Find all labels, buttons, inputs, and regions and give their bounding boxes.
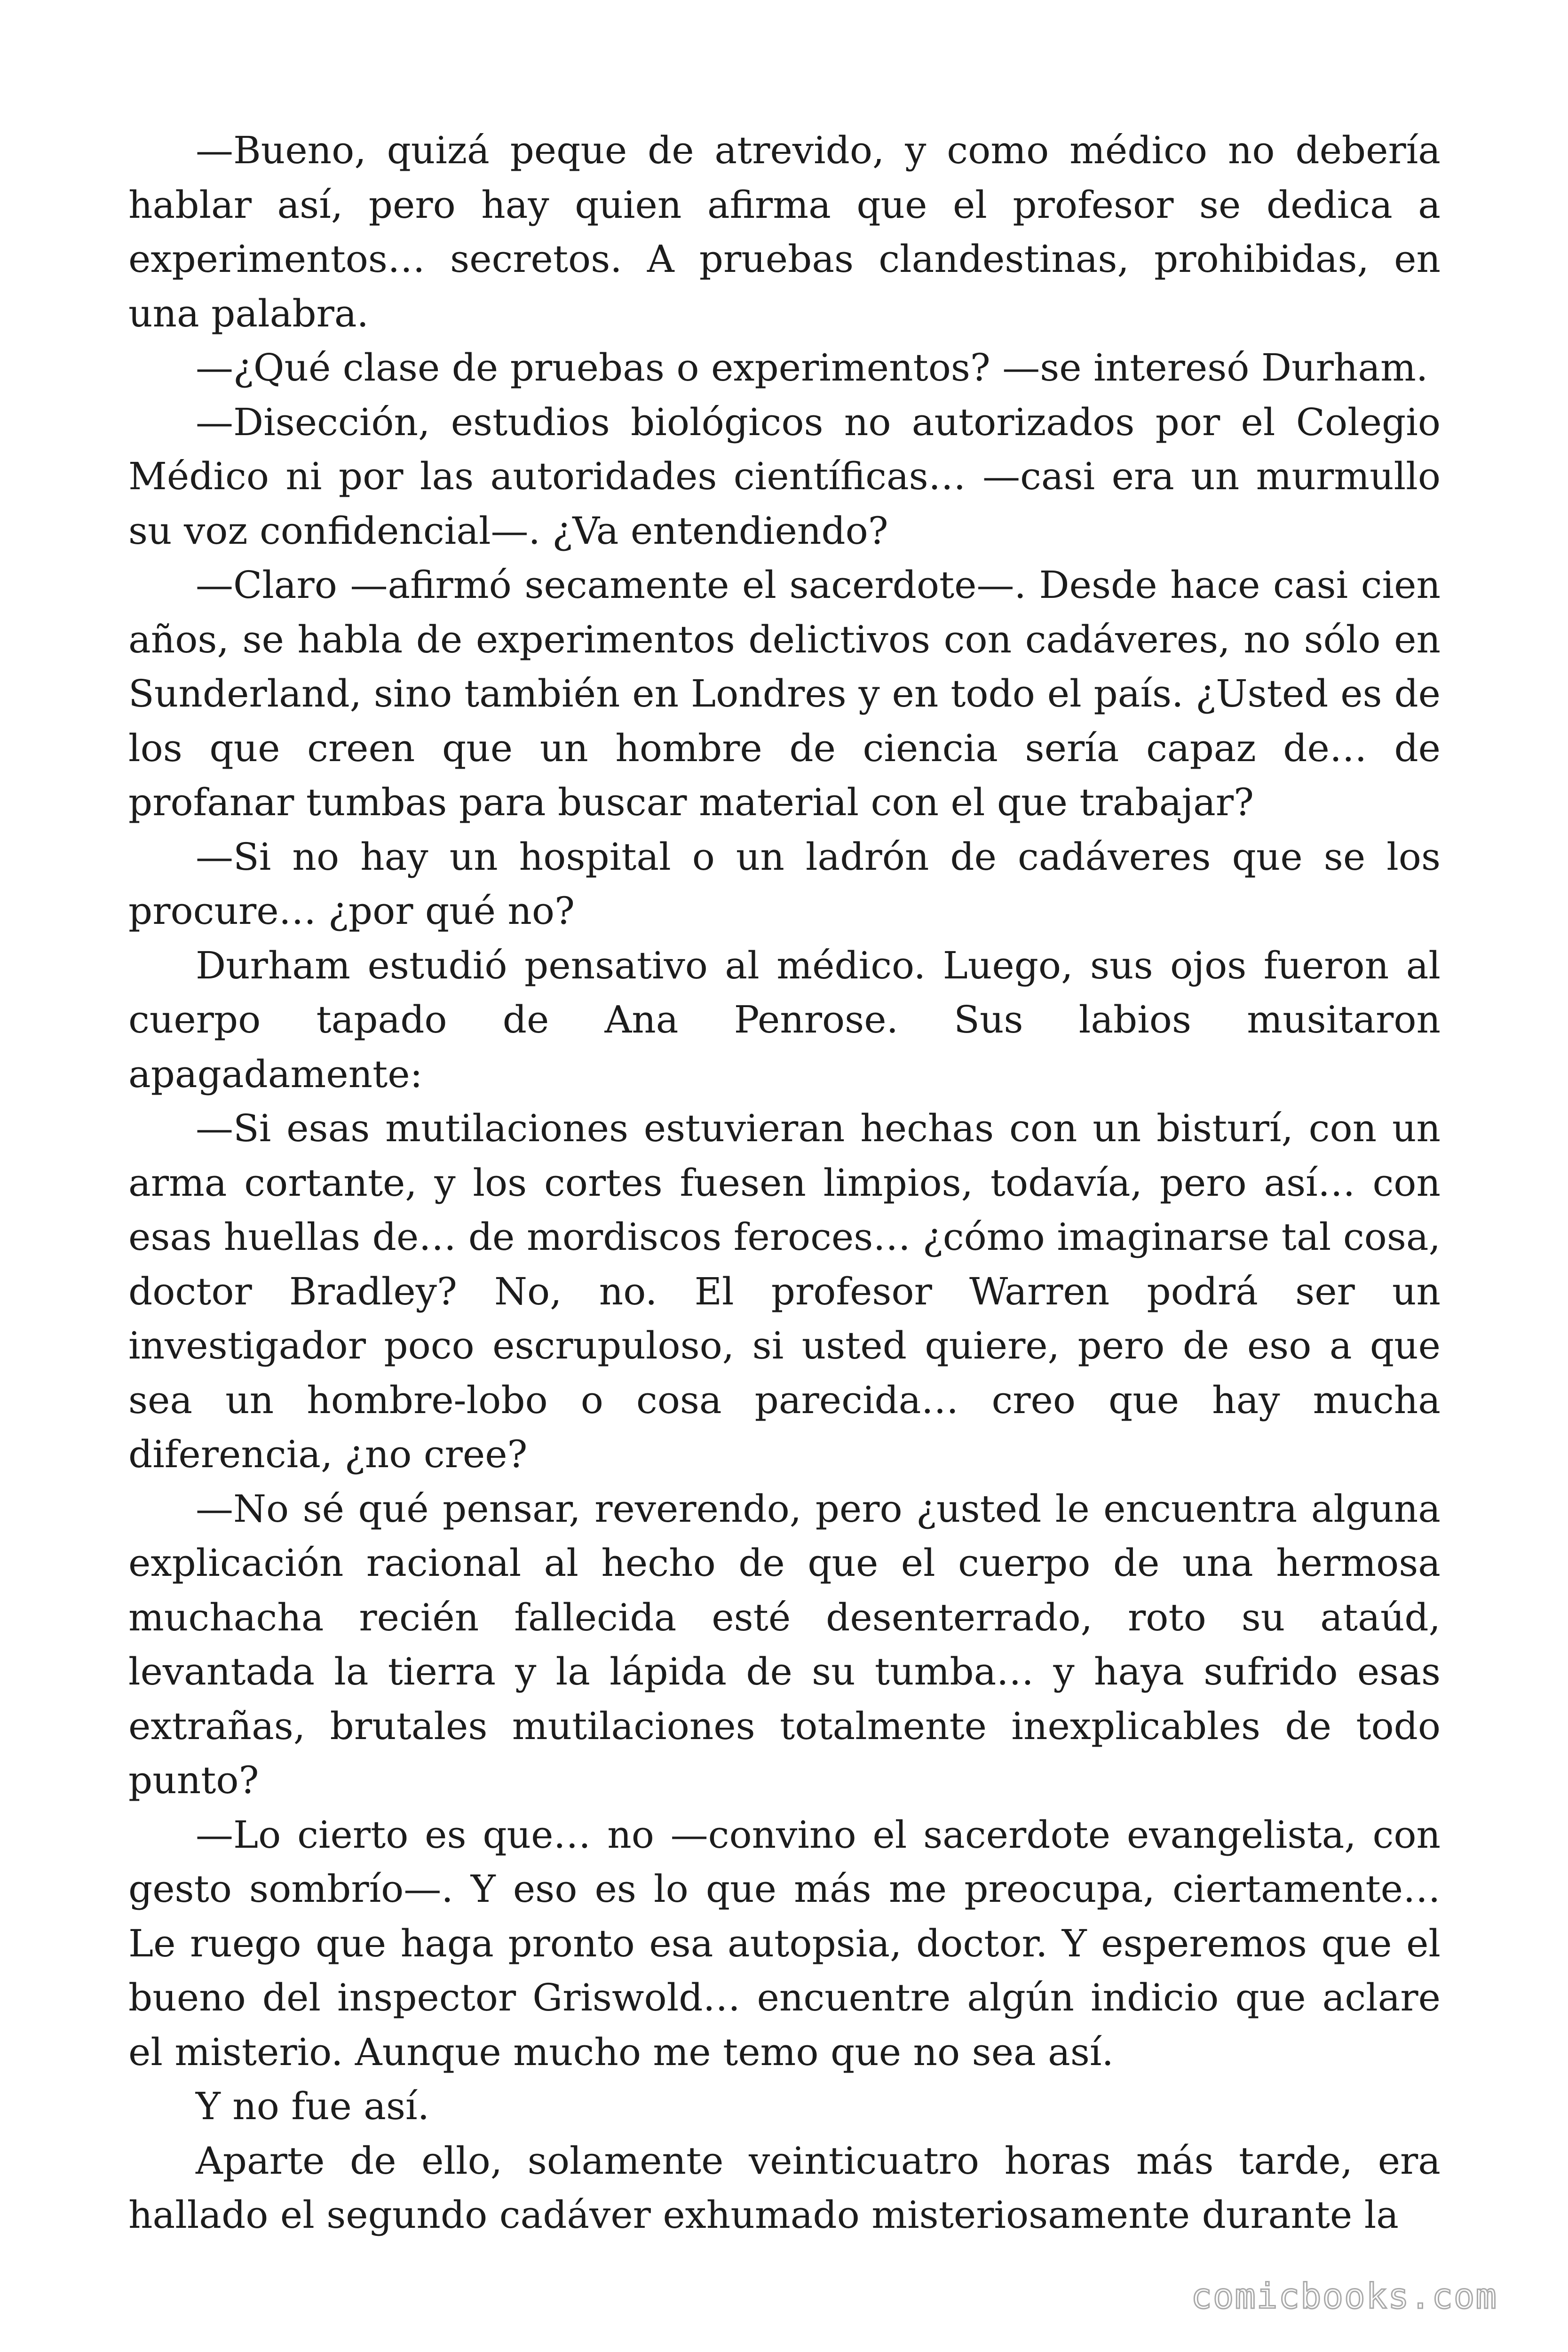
page-text: [128, 123, 1441, 2240]
paragraph: Y no fue así.: [196, 2084, 430, 2128]
paragraph: —Si esas mutilaciones estuvieran hechas con un bisturí, con un arma cortante, y los cortes fuesen limpios, todavía, pero así… con esas huellas de… de mordiscos feroces… ¿cómo imaginarse tal cosa, doctor Bradley? No, no. El profesor Warren podrá ser un investigador poco escrupuloso, si usted quiere, pero de eso a que sea un hombre-lobo o cosa parecida… creo que hay mucha diferencia, ¿no cree?: [128, 1106, 1441, 1476]
paragraph: Durham estudió pensativo al médico. Luego, sus ojos fueron al cuerpo tapado de Ana Penrose. Sus labios musitaron apagadamente:: [128, 943, 1441, 1096]
paragraph: —Disección, estudios biológicos no autorizados por el Colegio Médico ni por las autoridades científicas… —casi era un murmullo su voz confidencial—. ¿Va entendiendo?: [128, 400, 1441, 553]
paragraph: —Claro —afirmó secamente el sacerdote—. Desde hace casi cien años, se habla de experimentos delictivos con cadáveres, no sólo en Sunderland, sino también en Londres y en todo el país. ¿Usted es de los que creen que un hombre de ciencia sería capaz de… de profanar tumbas para buscar material con el que trabajar?: [128, 563, 1441, 824]
paragraph: —Lo cierto es que… no —convino el sacerdote evangelista, con gesto sombrío—. Y eso es lo que más me preocupa, ciertamente… Le ruego que haga pronto esa autopsia, doctor. Y esperemos que el bueno del inspector Griswold… encuentre algún indicio que aclare el misterio. Aunque mucho me temo que no sea así.: [128, 1812, 1441, 2074]
paragraph: —¿Qué clase de pruebas o experimentos? —se interesó Durham.: [196, 346, 1428, 389]
paragraph: Aparte de ello, solamente veinticuatro horas más tarde, era hallado el segundo cadáver exhumado misteriosamente durante la: [128, 2138, 1441, 2237]
watermark: comicbooks.com: [1191, 2276, 1497, 2317]
paragraph: —Bueno, quizá peque de atrevido, y como médico no debería hablar así, pero hay quien afirma que el profesor se dedica a experimentos… secretos. A pruebas clandestinas, prohibidas, en una palabra.: [128, 128, 1441, 335]
paragraph: —Si no hay un hospital o un ladrón de cadáveres que se los procure… ¿por qué no?: [128, 834, 1441, 933]
paragraph: —No sé qué pensar, reverendo, pero ¿usted le encuentra alguna explicación racional al hecho de que el cuerpo de una hermosa muchacha recién fallecida esté desenterrado, roto su ataúd, levantada la tierra y la lápida de su tumba… y haya sufrido esas extrañas, brutales mutilaciones totalmente inexplicables de todo punto?: [128, 1486, 1441, 1802]
